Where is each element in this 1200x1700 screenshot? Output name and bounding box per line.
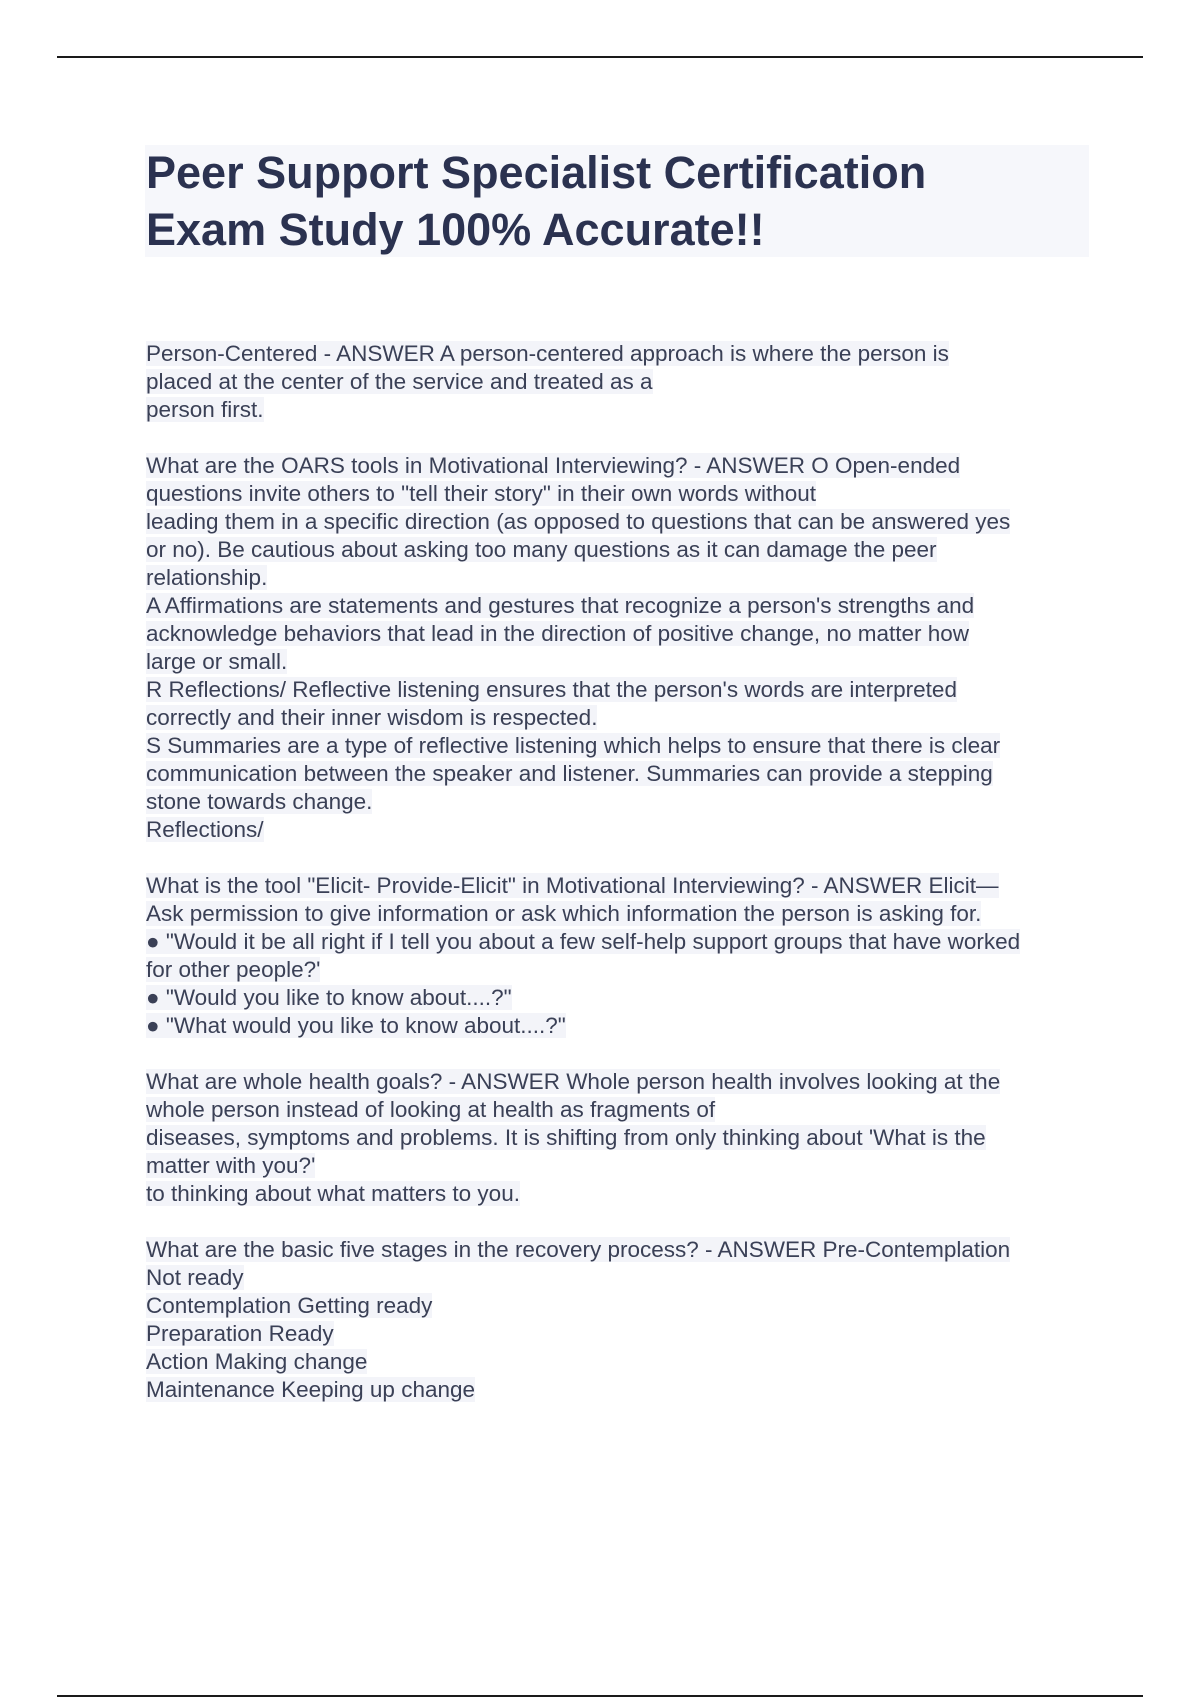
text-line: communication between the speaker and listener. Summaries can provide a stepping: [146, 761, 993, 786]
text-line: relationship.: [146, 565, 268, 590]
text-line: stone towards change.: [146, 789, 373, 814]
qa-oars-tools: [146, 452, 1091, 844]
document-body: [146, 340, 1091, 1432]
text-line: Maintenance Keeping up change: [146, 1377, 476, 1402]
text-line: What are whole health goals? - ANSWER Whole person health involves looking at the: [146, 1069, 1001, 1094]
text-line: What are the OARS tools in Motivational Interviewing? - ANSWER O Open-ended: [146, 453, 961, 478]
text-line: Reflections/: [146, 817, 264, 842]
qa-elicit-provide-elicit: [146, 872, 1091, 1040]
text-line: for other people?': [146, 957, 321, 982]
text-line: matter with you?': [146, 1153, 316, 1178]
text-line: to thinking about what matters to you.: [146, 1181, 520, 1206]
text-line: Preparation Ready: [146, 1321, 334, 1346]
text-line: or no). Be cautious about asking too many questions as it can damage the peer: [146, 537, 937, 562]
title-line: Exam Study 100% Accurate!!: [146, 204, 765, 255]
text-line: questions invite others to "tell their story" in their own words without: [146, 481, 817, 506]
footer-rule: [57, 1695, 1143, 1697]
bullet-line: ● "Would it be all right if I tell you about a few self-help support groups that have worked: [146, 929, 1021, 954]
text-line: Not ready: [146, 1265, 244, 1290]
text-line: R Reflections/ Reflective listening ensures that the person's words are interpreted: [146, 677, 957, 702]
text-line: whole person instead of looking at health as fragments of: [146, 1097, 716, 1122]
text-line: leading them in a specific direction (as opposed to questions that can be answered yes: [146, 509, 1011, 534]
text-line: acknowledge behaviors that lead in the direction of positive change, no matter how: [146, 621, 970, 646]
text-line: large or small.: [146, 649, 288, 674]
document-title: [146, 144, 1086, 258]
text-line: Action Making change: [146, 1349, 368, 1374]
text-line: person first.: [146, 397, 264, 422]
bullet-line: ● "What would you like to know about....?": [146, 1013, 566, 1038]
text-line: Person-Centered - ANSWER A person-centered approach is where the person is: [146, 341, 949, 366]
text-line: What is the tool "Elicit- Provide-Elicit" in Motivational Interviewing? - ANSWER Elicit—: [146, 873, 999, 898]
text-line: Contemplation Getting ready: [146, 1293, 433, 1318]
text-line: Ask permission to give information or ask which information the person is asking for.: [146, 901, 982, 926]
text-line: S Summaries are a type of reflective listening which helps to ensure that there is clear: [146, 733, 1001, 758]
text-line: diseases, symptoms and problems. It is shifting from only thinking about 'What is the: [146, 1125, 986, 1150]
text-line: placed at the center of the service and treated as a: [146, 369, 653, 394]
qa-person-centered: [146, 340, 1091, 424]
text-line: correctly and their inner wisdom is respected.: [146, 705, 598, 730]
text-line: A Affirmations are statements and gestures that recognize a person's strengths and: [146, 593, 975, 618]
qa-recovery-stages: [146, 1236, 1091, 1404]
bullet-line: ● "Would you like to know about....?": [146, 985, 512, 1010]
text-line: What are the basic five stages in the recovery process? - ANSWER Pre-Contemplation: [146, 1237, 1011, 1262]
qa-whole-health-goals: [146, 1068, 1091, 1208]
title-line: Peer Support Specialist Certification: [146, 147, 927, 198]
header-rule: [57, 56, 1143, 58]
